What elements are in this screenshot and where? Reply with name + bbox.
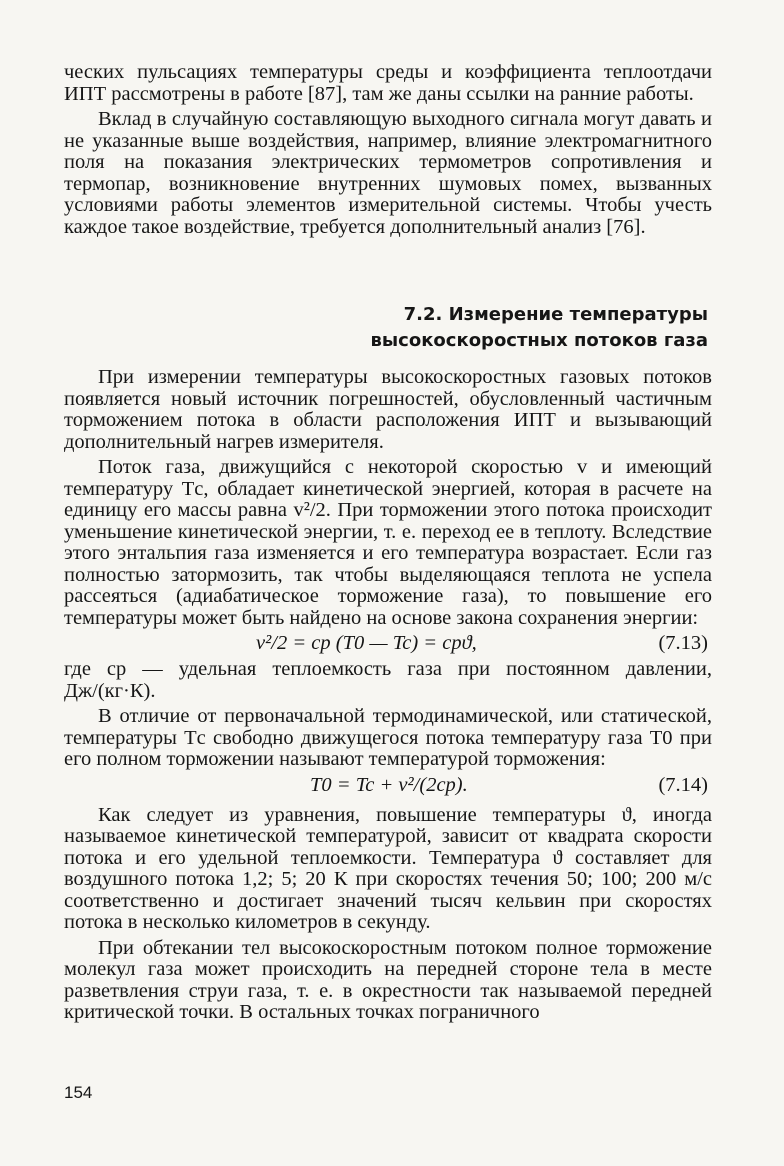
equation-7-13-formula: v²/2 = cp (T0 — Tc) = cpϑ,	[256, 632, 477, 654]
paragraph-continuation: ческих пульсациях температуры среды и коэффициента теплоотдачи ИПТ рассмотрены в работе [87], там же даны ссылки на ранние работы.	[64, 61, 712, 105]
section-heading	[64, 302, 708, 354]
equation-7-13	[64, 629, 712, 659]
section-heading-line2: высокоскоростных потоков газа	[370, 330, 708, 351]
paragraph-critical-point: При обтекании тел высокоскоростным потоком полное торможение молекул газа может происходить на передней стороне тела в месте разветвления струи газа, т. е. в окрестности так называемой передней критической точки. В остальных точках пограничного	[64, 936, 712, 1023]
text-block-main	[64, 367, 712, 1024]
paragraph-cp-definition: где cp — удельная теплоемкость газа при постоянном давлении, Дж/(кг·К).	[64, 658, 712, 702]
equation-7-14	[64, 771, 712, 801]
paragraph-kinetic-temperature: Как следует из уравнения, повышение температуры ϑ, иногда называемое кинетической температурой, зависит от квадрата скорости потока и его удельной теплоемкости. Температура ϑ составляет для воздушного потока 1,2; 5; 20 К при скоростях течения 50; 100; 200 м/с соответственно и достигает значений тысяч кельвин при скоростях потока в несколько километров в секунду.	[64, 803, 712, 933]
equation-7-14-formula: T0 = Tc + v²/(2cp).	[310, 773, 468, 796]
paragraph-stagnation: В отличие от первоначальной термодинамической, или статической, температуры Tс свободно движущегося потока температуру газа T0 при его полном торможении называют температурой торможения:	[64, 705, 712, 770]
paragraph-gas-flow: Поток газа, движущийся с некоторой скоростью v и имеющий температуру Tс, обладает кинетической энергией, которая в расчете на единицу его массы равна v²/2. При торможении этого потока происходит уменьшение кинетической энергии, т. е. переход ее в теплоту. Вследствие этого энтальпия газа изменяется и его температура возрастает. Если газ полностью затормозить, так чтобы выделяющаяся теплота не успела рассеяться (адиабатическое торможение газа), то повышение его температуры может быть найдено на основе закона сохранения энергии:	[64, 456, 712, 629]
page-number: 154	[64, 1083, 93, 1102]
paragraph-intro: При измерении температуры высокоскоростных газовых потоков появляется новый источник погрешностей, обусловленный частичным торможением потока в области расположения ИПТ и вызывающий дополнительный нагрев измерителя.	[64, 366, 712, 453]
equation-7-14-number: (7.14)	[658, 773, 708, 796]
text-block-top	[64, 62, 712, 238]
equation-7-13-number: (7.13)	[658, 632, 708, 654]
paragraph-random-component: Вклад в случайную составляющую выходного сигнала могут давать и не указанные выше воздействия, например, влияние электромагнитного поля на показания электрических термометров сопротивления и термопар, возникновение внутренних шумовых помех, вызванных условиями работы элементов измерительной системы. Чтобы учесть каждое такое воздействие, требуется дополнительный анализ [76].	[64, 108, 712, 238]
section-heading-line1: 7.2. Измерение температуры	[403, 304, 708, 325]
